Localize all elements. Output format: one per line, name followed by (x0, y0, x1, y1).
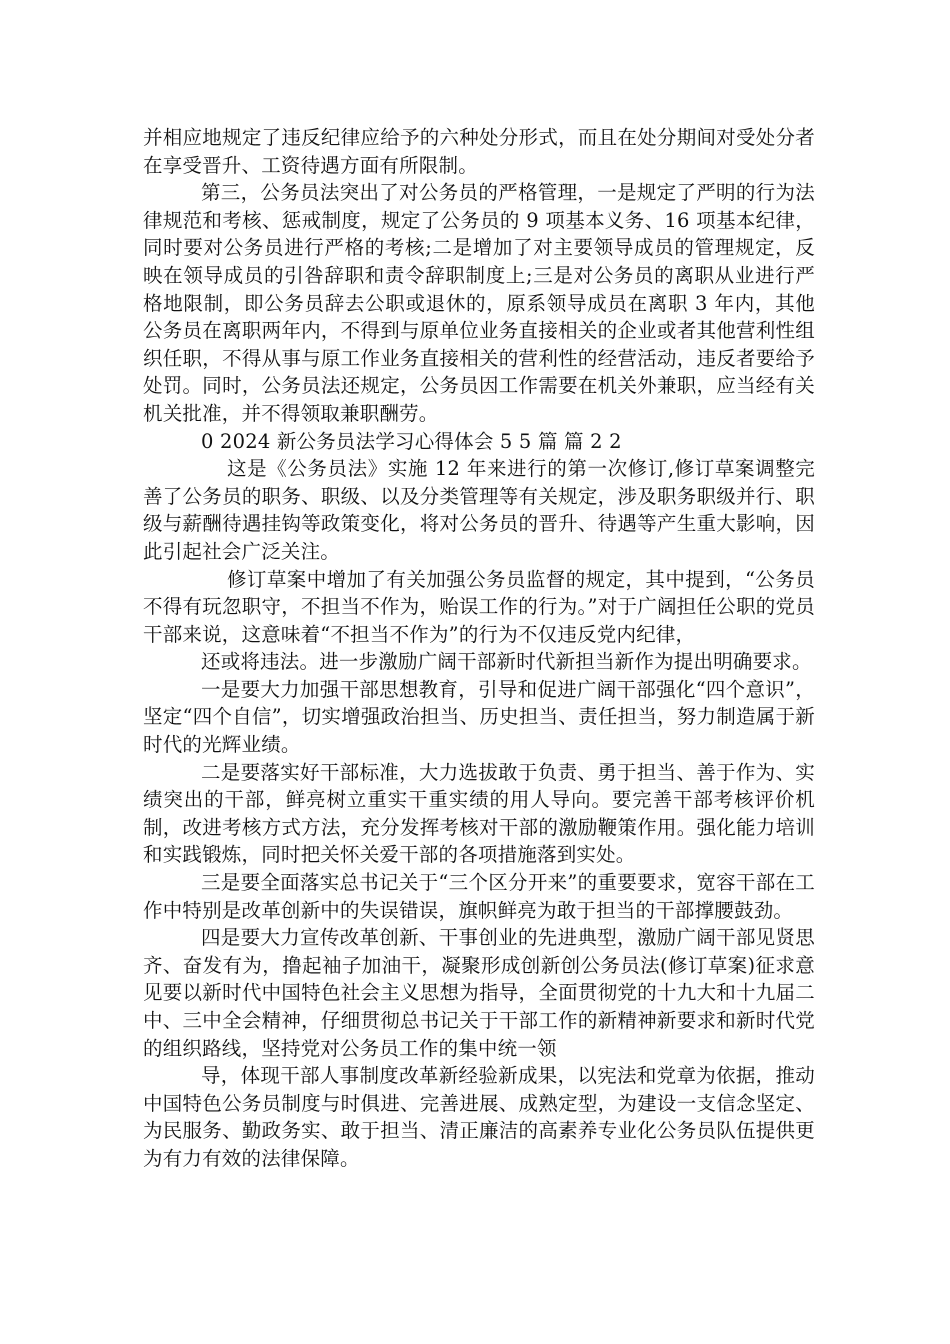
paragraph-third-point: 第三，公务员法突出了对公务员的严格管理，一是规定了严明的行为法律规范和考核、惩戒制度，规定了公务员的 9 项基本义务、16 项基本纪律，同时要对公务员进行严格的考核;二是增加了对主要领导成员的管理规定，反映在领导成员的引咎辞职和责令辞职制度上;三是对公务员的离职从业进行严格地限制，即公务员辞去公职或退休的，原系领导成员在离职 3 年内，其他公务员在离职两年内，不得到与原单位业务直接相关的企业或者其他营利性组织任职，不得从事与原工作业务直接相关的营利性的经营活动，违反者要给予处罚。同时，公务员法还规定，公务员因工作需要在机关外兼职，应当经有关机关批准，并不得领取兼职酬劳。 (143, 181, 815, 425)
paragraph-point-four: 四是要大力宣传改革创新、干事创业的先进典型，激励广阔干部见贤思齐、奋发有为，撸起袖子加油干，凝聚形成创新创公务员法(修订草案)征求意见要以新时代中国特色社会主义思想为指导，全面贯彻党的十九大和十九届二中、三中全会精神，仔细贯彻总书记关于干部工作的新精神新要求和新时代党的组织路线，坚持党对公务员工作的集中统一领 (143, 926, 815, 1060)
paragraph-point-three: 三是要全面落实总书记关于“三个区分开来”的重要要求，宽容干部在工作中特别是改革创新中的失误错误，旗帜鲜亮为敢于担当的干部撑腰鼓劲。 (143, 871, 815, 922)
section-heading: 0 2024 新公务员法学习心得体会 5 5 篇 篇 2 2 (201, 429, 622, 453)
paragraph-requirements: 还或将违法。进一步激励广阔干部新时代新担当新作为提出明确要求。 (201, 650, 812, 674)
document-body (143, 124, 815, 1173)
paragraph-revision-intro: 这是《公务员法》实施 12 年来进行的第一次修订,修订草案调整完善了公务员的职务、职级、以及分类管理等有关规定，涉及职务职级并行、职级与薪酬待遇挂钩等政策变化，将对公务员的晋升、待遇等产生重大影响，因此引起社会广泛关注。 (143, 457, 815, 563)
paragraph-conclusion: 导，体现干部人事制度改革新经验新成果，以宪法和党章为依据，推动中国特色公务员制度与时俱进、完善进展、成熟定型，为建设一支信念坚定、为民服务、勤政务实、敢于担当、清正廉洁的高素养专业化公务员队伍提供更为有力有效的法律保障。 (143, 1064, 815, 1170)
paragraph-supervision: 修订草案中增加了有关加强公务员监督的规定，其中提到，“公务员不得有玩忽职守，不担当不作为，贻误工作的行为。”对于广阔担任公职的党员干部来说，这意味着“不担当不作为”的行为不仅违反党内纪律， (143, 567, 815, 646)
paragraph-point-one: 一是要大力加强干部思想教育，引导和促进广阔干部强化“四个意识”，坚定“四个自信”，切实增强政治担当、历史担当、责任担当，努力制造属于新时代的光辉业绩。 (143, 677, 815, 757)
paragraph-point-two: 二是要落实好干部标准，大力选拔敢于负责、勇于担当、善于作为、实绩突出的干部，鲜亮树立重实干重实绩的用人导向。要完善干部考核评价机制，改进考核方式方法，充分发挥考核对干部的激励鞭策作用。强化能力培训和实践锻炼，同时把关怀关爱干部的各项措施落到实处。 (143, 760, 815, 867)
paragraph-continuation: 并相应地规定了违反纪律应给予的六种处分形式，而且在处分期间对受处分者在享受晋升、工资待遇方面有所限制。 (143, 126, 815, 177)
